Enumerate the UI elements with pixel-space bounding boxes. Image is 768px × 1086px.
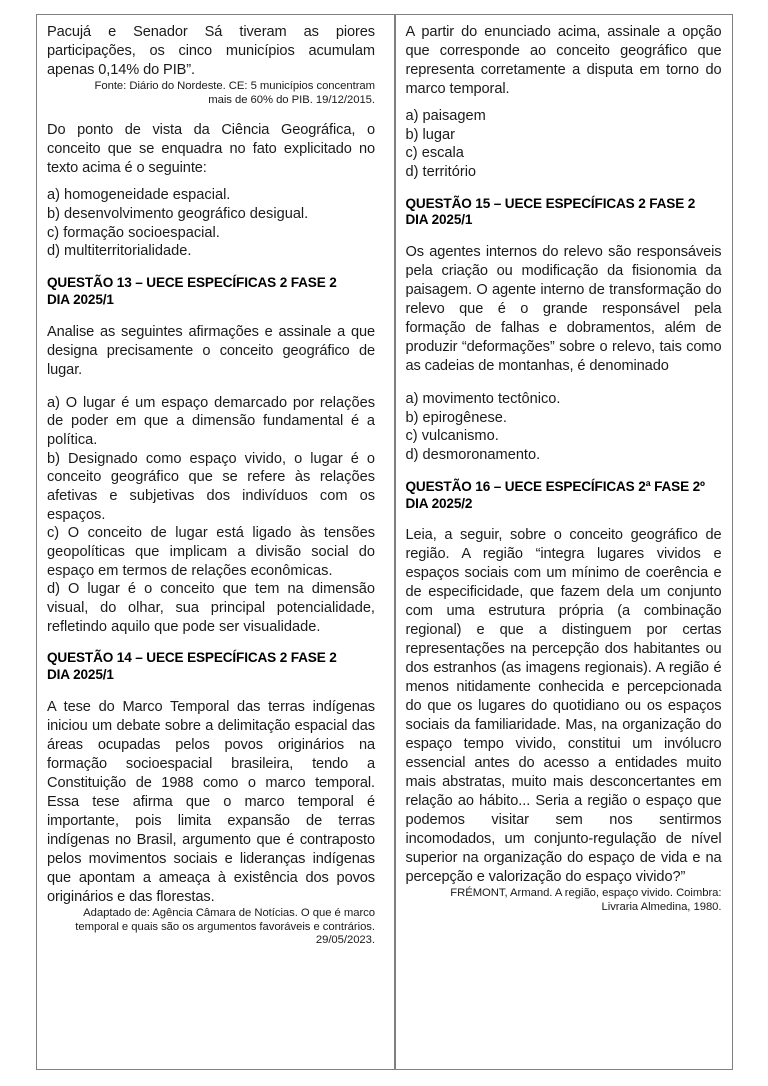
- question-15-options: [406, 390, 722, 465]
- question-14-prompt: A partir do enunciado acima, assinale a opção que corresponde ao conceito geográfico que representa corretamente a disputa em torno do marco temporal.: [405, 24, 722, 97]
- question-13-heading: [47, 275, 375, 309]
- spacer: [406, 376, 722, 390]
- spacer: [406, 182, 722, 196]
- question-14-heading: [47, 650, 375, 684]
- spacer: [47, 636, 375, 650]
- column-gap: [385, 15, 394, 1069]
- option-a[interactable]: a) homogeneidade espacial.: [47, 187, 231, 204]
- spacer: [406, 99, 722, 107]
- question-12-options: [47, 186, 375, 261]
- question-13-heading-line-2: DIA 2025/1: [47, 291, 114, 307]
- question-14-passage: A tese do Marco Temporal das terras indígenas iniciou um debate sobre a delimitação espacial das áreas ocupadas pelos povos originários na formação socioespacial brasileira, tendo a Constituição de 1988 como o marco temporal. Essa tese afirma que o marco temporal é importante, pois limita expansão de terras indígenas no Brasil, argumento que é contraposto pelos movimentos sociais e lideranças indígenas que apontam a ameaça à existência dos povos originários e das florestas.: [47, 699, 375, 905]
- spacer: [47, 261, 375, 275]
- excerpt-source-line-1: Fonte: Diário do Nordeste. CE: 5 municípios concentram: [94, 79, 375, 92]
- question-16-heading-line-2: DIA 2025/2: [405, 495, 473, 511]
- spacer: [406, 512, 722, 526]
- option-d[interactable]: d) O lugar é o conceito que tem na dimensão visual, do olhar, sua principal potencialidade, refletindo aquilo que pode ser visualidade.: [47, 581, 375, 635]
- option-c[interactable]: c) escala: [405, 145, 464, 162]
- option-d[interactable]: d) desmoronamento.: [405, 447, 541, 464]
- option-a[interactable]: a) movimento tectônico.: [405, 391, 561, 408]
- option-c[interactable]: c) O conceito de lugar está ligado às tensões geopolíticas que implicam a divisão social do espaço em termos de relações econômicas.: [47, 525, 375, 579]
- question-13-stem: Analise as seguintes afirmações e assinale a que designa precisamente o conceito geográfico de lugar.: [47, 323, 375, 378]
- two-column-frame: [36, 14, 733, 1070]
- spacer: [47, 309, 375, 323]
- question-15-stem: Os agentes internos do relevo são responsáveis pela criação ou modificação da fisionomia da paisagem. O agente interno de transformação do relevo que é o grande responsável pela formação de falhas e dobramentos, além de produzir “deformações” sobre o relevo, tais como as cadeias de montanhas, é denominado: [405, 244, 722, 375]
- excerpt-continuation-text: Pacujá e Senador Sá tiveram as piores participações, os cinco municípios acumulam apenas 0,14% do PIB”.: [47, 24, 375, 78]
- option-a[interactable]: a) paisagem: [405, 107, 486, 124]
- option-b[interactable]: b) epirogênese.: [405, 409, 507, 426]
- left-column: [37, 15, 385, 1069]
- question-15-heading-line-2: DIA 2025/1: [405, 212, 473, 228]
- question-13-options: [47, 394, 375, 637]
- right-column: [396, 15, 732, 1069]
- question-15-heading-line-1: QUESTÃO 15 – UECE ESPECÍFICAS 2 FASE 2: [405, 195, 696, 211]
- option-d[interactable]: d) multiterritorialidade.: [47, 243, 192, 260]
- spacer: [406, 229, 722, 243]
- option-b[interactable]: b) Designado como espaço vivido, o lugar é o conceito geográfico que se refere às relações afetivas e subjetivas dos indivíduos com os espaços.: [47, 450, 375, 523]
- question-14-heading-line-1: QUESTÃO 14 – UECE ESPECÍFICAS 2 FASE 2: [47, 650, 337, 666]
- option-d[interactable]: d) território: [405, 163, 477, 180]
- option-c[interactable]: c) formação socioespacial.: [47, 224, 220, 241]
- question-12-stem: Do ponto de vista da Ciência Geográfica, o conceito que se enquadra no fato explicitado no texto acima é o seguinte:: [47, 122, 375, 177]
- option-a[interactable]: a) O lugar é um espaço demarcado por relações de poder em que a dimensão fundamental é a política.: [47, 394, 375, 448]
- spacer: [47, 684, 375, 698]
- option-c[interactable]: c) vulcanismo.: [405, 428, 499, 445]
- question-16-heading: [406, 479, 722, 513]
- question-14-source: Adaptado de: Agência Câmara de Notícias. O que é marco temporal e quais são os argumentos favoráveis e contrários. 29/05/2023.: [75, 906, 375, 947]
- question-16-source-line-2: Livraria Almedina, 1980.: [601, 900, 722, 913]
- option-b[interactable]: b) lugar: [405, 126, 455, 143]
- excerpt-source-line-2: mais de 60% do PIB. 19/12/2015.: [208, 93, 375, 106]
- spacer: [47, 107, 375, 121]
- question-14-options: [406, 107, 722, 182]
- question-13-heading-line-1: QUESTÃO 13 – UECE ESPECÍFICAS 2 FASE 2: [47, 275, 337, 291]
- question-16-heading-line-1: QUESTÃO 16 – UECE ESPECÍFICAS 2ª FASE 2º: [405, 478, 705, 494]
- option-b[interactable]: b) desenvolvimento geográfico desigual.: [47, 206, 309, 223]
- spacer: [406, 465, 722, 479]
- spacer: [47, 380, 375, 394]
- spacer: [47, 178, 375, 186]
- question-14-heading-line-2: DIA 2025/1: [47, 667, 114, 683]
- question-16-source-line-1: FRÉMONT, Armand. A região, espaço vivido. Coimbra:: [450, 886, 722, 899]
- question-15-heading: [406, 196, 722, 230]
- question-16-passage: Leia, a seguir, sobre o conceito geográfico de região. A região “integra lugares vividos e espaços sociais com um mínimo de coerência e de especificidade, que fazem dela um conjunto com uma estrutura própria (a combinação regional) e que a distinguem por certas representações na percepção dos habitantes ou dos estranhos (as imagens regionais). A região é menos nitidamente conhecida e percepcionada do que os lugares do quotidiano ou os espaços sociais da familiaridade. Mas, na organização do espaço tempo vivido, constitui um invólucro essencial antes do acesso a entidades muito mais abstratas, muito mais desconcertantes em relação ao hábito... Seria a região o espaço que podemos visitar sem nos sentirmos incomodados, um conjunto-regulação de nível superior na organização do espaço de vida e na percepção e valorização do espaço vivido?”: [405, 527, 722, 885]
